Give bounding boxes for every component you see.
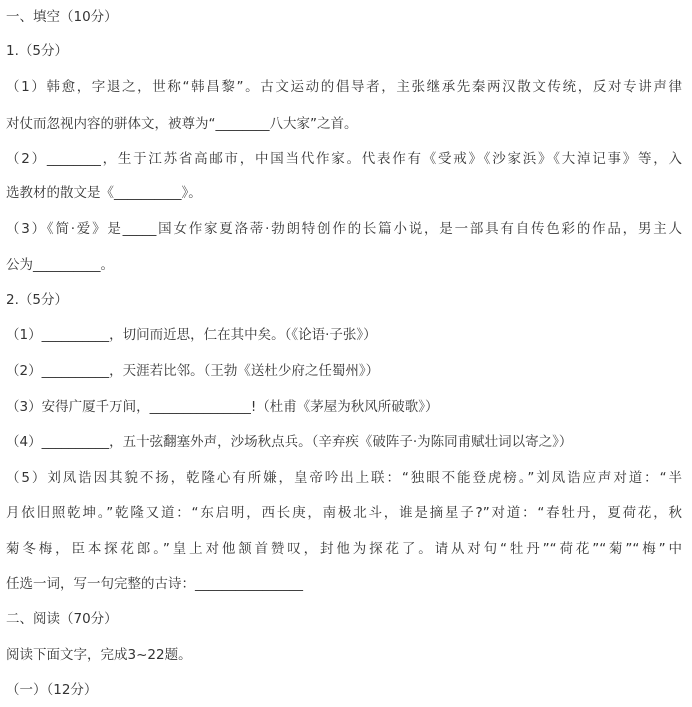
question-2-5-line-2: 月依旧照乾坤。”乾隆又道：“东启明，西长庚，南极北斗，谁是摘星子?”对道：“春牡丹，夏荷花，秋	[6, 505, 682, 521]
question-2-4: （4）__________，五十弦翻塞外声，沙场秋点兵。（辛弃疾《破阵子·为陈同甫赋壮词以寄之》）	[6, 434, 573, 450]
question-2-1: （1）__________，切问而近思，仁在其中矣。（《论语·子张》）	[6, 327, 377, 343]
question-1-2-line-1: （2）________，生于江苏省高邮市，中国当代作家。代表作有《受戒》《沙家浜》《大淖记事》等，入	[6, 151, 682, 167]
question-1-3-line-1: （3）《简·爱》是_____国女作家夏洛蒂·勃朗特创作的长篇小说，是一部具有自传色彩的作品，男主人	[6, 221, 682, 237]
question-2-3: （3）安得广厦千万间，_______________!（杜甫《茅屋为秋风所破歌》）	[6, 399, 439, 415]
question-2-2: （2）__________，天涯若比邻。（王勃《送杜少府之任蜀州》）	[6, 363, 380, 379]
section-heading-fill-blank: 一、填空（10分）	[6, 9, 118, 25]
section-heading-reading: 二、阅读（70分）	[6, 611, 118, 627]
question-2-heading: 2.（5分）	[6, 292, 68, 308]
question-2-5-line-1: （5）刘凤诰因其貌不扬，乾隆心有所嫌，皇帝吟出上联：“独眼不能登虎榜。”刘凤诰应声对道：“半	[6, 470, 682, 486]
reading-part-1-heading: （一）（12分）	[6, 682, 98, 698]
question-2-5-line-4: 任选一词，写一句完整的古诗：________________	[6, 576, 303, 592]
question-1-1-line-1: （1）韩愈，字退之，世称“韩昌黎”。古文运动的倡导者，主张继承先秦两汉散文传统，反对专讲声律	[6, 79, 682, 95]
question-1-3-line-2: 公为__________。	[6, 257, 114, 273]
question-1-2-line-2: 选教材的散文是《__________》。	[6, 185, 202, 201]
reading-instruction: 阅读下面文字，完成3~22题。	[6, 647, 192, 663]
question-2-5-line-3: 菊冬梅，臣本探花郎。”皇上对他颔首赞叹，封他为探花了。请从对句“牡丹”“荷花”“菊”“梅”中	[6, 541, 682, 557]
question-1-heading: 1.（5分）	[6, 43, 68, 59]
question-1-1-line-2: 对仗而忽视内容的骈体文，被尊为“________八大家”之首。	[6, 116, 358, 132]
